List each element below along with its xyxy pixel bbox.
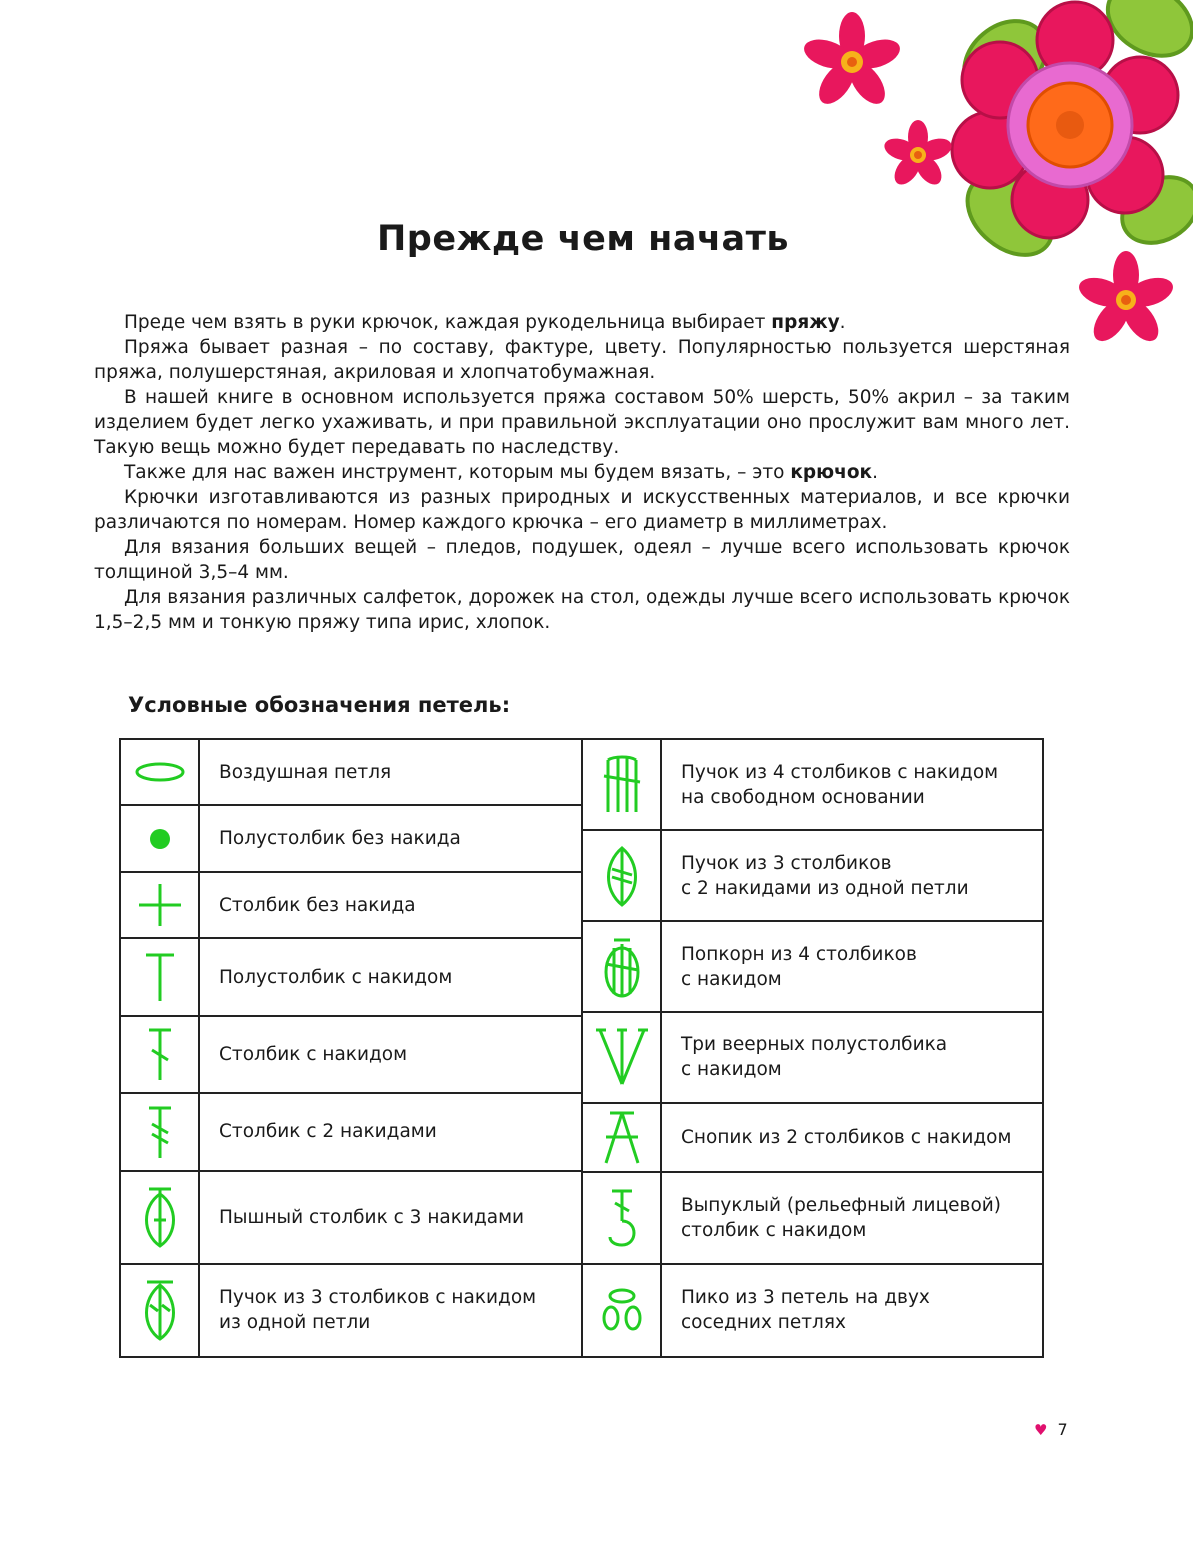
cluster-3dc-icon [121,1265,200,1356]
legend-row [121,740,581,806]
stitch-legend-table [119,738,1044,1358]
paragraph: Также для нас важен инструмент, которым мы будем вязать, – это крючок. [124,462,878,483]
legend-row [583,740,1042,831]
cluster-3tr-icon [583,831,662,919]
half-double-crochet-icon [121,939,200,1014]
legend-row [121,1094,581,1171]
legend-label: Пико из 3 петель на двух соседних петлях [681,1287,930,1334]
page-title: Прежде чем начать [376,219,790,260]
heart-icon: ♥ [1034,1421,1048,1439]
front-post-dc-icon [583,1173,662,1262]
legend-row [121,1017,581,1094]
single-crochet-icon [121,873,200,937]
slip-stitch-icon [121,806,200,870]
small-flower-image [800,12,903,110]
legend-row [583,922,1042,1013]
legend-label: Пучок из 4 столбиков с накидом на свободном основании [681,761,999,808]
hook-term: крючок [790,462,873,483]
legend-label: Попкорн из 4 столбиков с накидом [681,943,917,990]
legend-label: Снопик из 2 столбиков с накидом [681,1126,1012,1148]
picot-icon [583,1265,662,1356]
legend-label: Столбик без накида [219,894,416,916]
legend-row [121,1172,581,1265]
legend-row [583,1265,1042,1356]
small-flower-image [882,120,955,189]
legend-row [583,831,1042,921]
paragraph: Пряжа бывает разная – по составу, фактуре, цвету. Популярностью пользуется шерстяная пряжа, полушерстяная, акриловая и хлопчатобумажная. [94,337,1070,383]
legend-label: Столбик с накидом [219,1043,408,1065]
page-footer [1034,1420,1068,1439]
page-number: 7 [1057,1420,1068,1439]
small-flower-image [1075,251,1176,347]
legend-label: Пышный столбик с 3 накидами [219,1206,525,1228]
legend-label: Пучок из 3 столбиков с накидом из одной петли [219,1287,537,1334]
legend-row [121,873,581,939]
legend-row [121,939,581,1016]
paragraph: Преде чем взять в руки крючок, каждая рукодельница выбирает пряжу. [124,312,846,333]
legend-column-left [121,740,583,1356]
legend-label: Пучок из 3 столбиков с 2 накидами из одной петли [681,852,969,899]
legend-label: Три веерных полустолбика с накидом [681,1034,948,1081]
intro-text [94,310,1070,635]
double-crochet-icon [121,1017,200,1092]
chain-stitch-icon [121,740,200,804]
legend-label: Полустолбик без накида [219,828,461,850]
fan-icon [583,1013,662,1101]
legend-row [583,1104,1042,1174]
legend-title: Условные обозначения петель: [128,693,511,718]
legend-row [121,1265,581,1356]
legend-label: Столбик с 2 накидами [219,1121,437,1143]
yarn-term: пряжу [771,312,840,333]
sheaf-icon [583,1104,662,1172]
legend-row [583,1013,1042,1103]
treble-crochet-icon [121,1094,200,1169]
cluster-4dc-icon [583,740,662,829]
legend-label: Выпуклый (рельефный лицевой) столбик с накидом [681,1194,1002,1241]
legend-column-right [583,740,1042,1356]
paragraph: Для вязания больших вещей – пледов, подушек, одеял – лучше всего использовать крючок толщиной 3,5–4 мм. [94,537,1070,583]
crochet-flowers-decoration [0,0,1193,360]
paragraph: В нашей книге в основном используется пряжа составом 50% шерсть, 50% акрил – за таким изделием будет легко ухаживать, и при правильной эксплуатации оно прослужит вам много лет. Такую вещь можно будет передавать по наследству. [94,387,1070,458]
paragraph: Крючки изготавливаются из разных природных и искусственных материалов, и все крючки различаются по номерам. Номер каждого крючка – его диаметр в миллиметрах. [94,487,1070,533]
legend-label: Полустолбик с накидом [219,966,453,988]
legend-row [121,806,581,872]
legend-label: Воздушная петля [219,761,392,783]
puff-stitch-icon [121,1172,200,1263]
popcorn-icon [583,922,662,1011]
legend-row [583,1173,1042,1264]
paragraph: Для вязания различных салфеток, дорожек на стол, одежды лучше всего использовать крючок 1,5–2,5 мм и тонкую пряжу типа ирис, хлопок. [94,587,1070,633]
